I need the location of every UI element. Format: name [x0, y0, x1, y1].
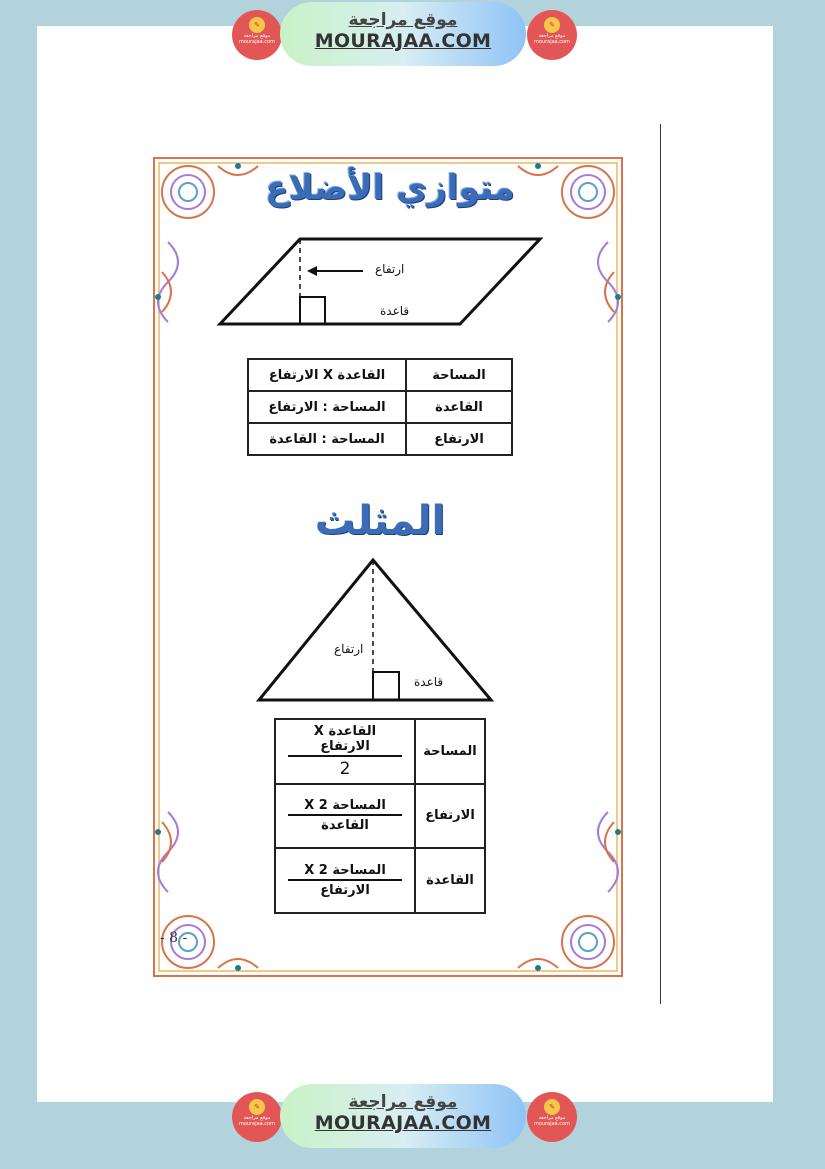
fraction-numerator: القاعدة X الارتفاع	[288, 724, 402, 757]
fraction-numerator: المساحة X 2	[288, 863, 402, 881]
triangle-height-label: ارتفاع	[334, 642, 364, 656]
site-name-arabic[interactable]: موقع مراجعة	[348, 1092, 458, 1112]
fraction-denominator: القاعدة	[321, 818, 369, 834]
logo-icon: ✎	[249, 1099, 265, 1115]
badge-text: موقع مراجعة	[243, 33, 271, 39]
formula-cell	[275, 719, 415, 784]
parallelogram-base-label: قاعدة	[380, 304, 410, 318]
formula-cell	[275, 848, 415, 913]
triangle-title: المثلث	[314, 498, 446, 544]
site-name-english[interactable]: MOURAJAA.COM	[314, 1112, 492, 1134]
site-name-english[interactable]: MOURAJAA.COM	[314, 30, 492, 52]
triangle-diagram	[255, 557, 495, 703]
quantity-cell: المساحة	[415, 719, 485, 784]
formula-cell	[275, 784, 415, 849]
site-name-arabic[interactable]: موقع مراجعة	[348, 10, 458, 30]
site-link-pill[interactable]	[280, 1084, 526, 1148]
top-banner	[0, 0, 825, 70]
page-margin-line	[660, 124, 661, 1004]
table-row	[275, 784, 485, 849]
fraction-denominator: الارتفاع	[320, 883, 370, 899]
quantity-cell: القاعدة	[406, 391, 512, 423]
badge-text: موقع مراجعة	[243, 1115, 271, 1121]
fraction	[282, 798, 408, 833]
site-link-pill[interactable]	[280, 2, 526, 66]
badge-text: موقع مراجعة	[538, 1115, 566, 1121]
bottom-banner	[0, 1082, 825, 1152]
badge-url: mourajaa.com	[533, 1121, 570, 1127]
formula-cell: القاعدة X الارتفاع	[248, 359, 406, 391]
quantity-cell: الارتفاع	[415, 784, 485, 849]
table-row	[275, 848, 485, 913]
parallelogram-title: متوازي الأضلاع	[265, 168, 515, 208]
triangle-base-label: قاعدة	[414, 675, 444, 689]
table-row	[248, 391, 512, 423]
table-row	[248, 359, 512, 391]
formula-cell: المساحة : القاعدة	[248, 423, 406, 455]
page-number: - 8 -	[160, 930, 188, 946]
badge-url: mourajaa.com	[533, 39, 570, 45]
site-logo-badge[interactable]	[232, 10, 282, 60]
fraction-denominator: 2	[339, 758, 351, 779]
badge-url: mourajaa.com	[238, 1121, 275, 1127]
quantity-cell: الارتفاع	[406, 423, 512, 455]
badge-url: mourajaa.com	[238, 39, 275, 45]
parallelogram-formula-table	[247, 358, 513, 456]
logo-icon: ✎	[544, 1099, 560, 1115]
table-row	[248, 423, 512, 455]
fraction	[282, 724, 408, 779]
quantity-cell: المساحة	[406, 359, 512, 391]
site-logo-badge[interactable]	[527, 1092, 577, 1142]
parallelogram-height-label: ارتفاع	[375, 262, 405, 276]
triangle-formula-table	[274, 718, 486, 914]
table-row	[275, 719, 485, 784]
fraction-numerator: المساحة X 2	[288, 798, 402, 816]
logo-icon: ✎	[249, 17, 265, 33]
logo-icon: ✎	[544, 17, 560, 33]
badge-text: موقع مراجعة	[538, 33, 566, 39]
site-logo-badge[interactable]	[232, 1092, 282, 1142]
site-logo-badge[interactable]	[527, 10, 577, 60]
quantity-cell: القاعدة	[415, 848, 485, 913]
fraction	[282, 863, 408, 898]
formula-cell: المساحة : الارتفاع	[248, 391, 406, 423]
